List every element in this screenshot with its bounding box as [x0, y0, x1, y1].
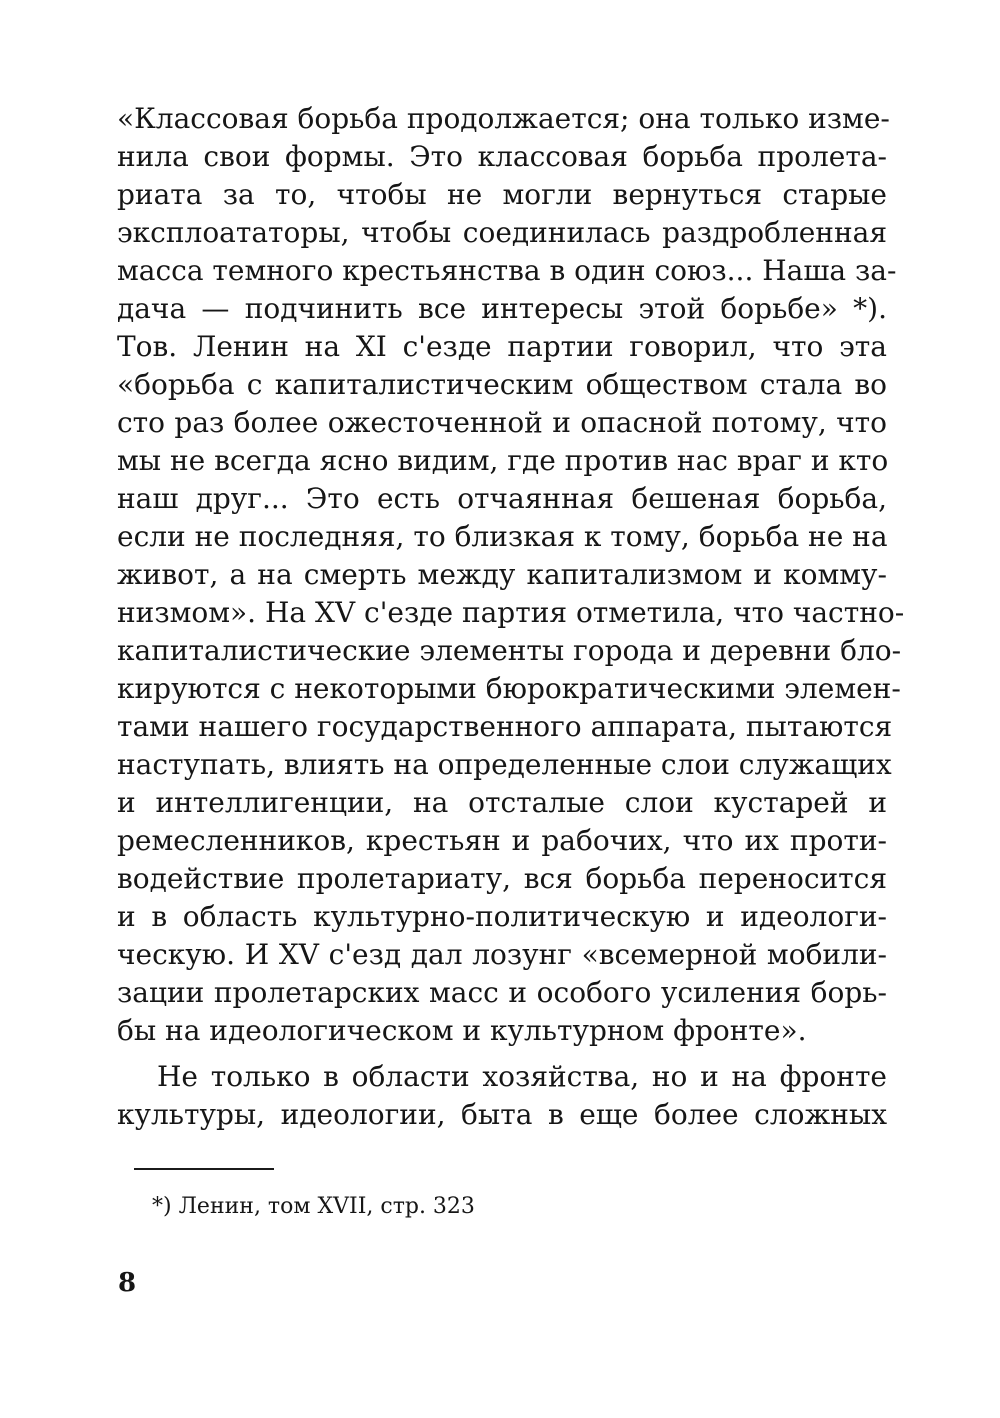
page-number: 8 — [118, 1268, 137, 1298]
text-line: дача — подчинить все интересы этой борьбе» *). — [117, 292, 887, 325]
text-line: водействие пролетариату, вся борьба переносится — [117, 862, 887, 895]
text-line: низмом». На XV с'езде партия отметила, что частно- — [117, 596, 905, 629]
text-line: Тов. Ленин на XI с'езде партии говорил, что эта — [117, 330, 887, 363]
text-line: наступать, влиять на определенные слои служащих — [117, 748, 892, 781]
paragraph-gap — [117, 1050, 887, 1058]
text-line: «борьба с капиталистическим обществом стала во — [117, 368, 887, 401]
text-line: культуры, идеологии, быта в еще более сложных — [117, 1098, 887, 1131]
text-line: бы на идеологическом и культурном фронте». — [117, 1014, 807, 1047]
text-line: эксплоататоры, чтобы соединилась раздробленная — [117, 216, 887, 249]
text-line: и в область культурно-политическую и идеологи- — [117, 900, 887, 933]
text-line: риата за то, чтобы не могли вернуться старые — [117, 178, 887, 211]
text-line: и интеллигенции, на отсталые слои кустарей и — [117, 786, 887, 819]
text-line: ческую. И XV с'езд дал лозунг «всемерной мобили- — [117, 938, 887, 971]
text-line: сто раз более ожесточенной и опасной потому, что — [117, 406, 887, 439]
text-line: масса темного крестьянства в один союз... Наша за- — [117, 254, 897, 287]
text-line: наш друг... Это есть отчаянная бешеная борьба, — [117, 482, 887, 515]
text-line: «Классовая борьба продолжается; она только изме- — [117, 102, 890, 135]
text-line: Не только в области хозяйства, но и на фронте — [157, 1060, 887, 1093]
text-line: тами нашего государственного аппарата, пытаются — [117, 710, 893, 743]
footnote-divider — [134, 1168, 274, 1170]
text-line: зации пролетарских масс и особого усиления борь- — [117, 976, 887, 1009]
main-text — [117, 100, 905, 1134]
text-line: если не последняя, то близкая к тому, борьба не на — [117, 520, 888, 553]
text-line: живот, а на смерть между капитализмом и комму- — [117, 558, 887, 591]
footnote: *) Ленин, том XVII, стр. 323 — [152, 1194, 475, 1219]
text-line: нила свои формы. Это классовая борьба пролета- — [117, 140, 887, 173]
text-line: кируются с некоторыми бюрократическими элемен- — [117, 672, 901, 705]
text-line: капиталистические элементы города и деревни бло- — [117, 634, 902, 667]
text-line: ремесленников, крестьян и рабочих, что их проти- — [117, 824, 887, 857]
text-line: мы не всегда ясно видим, где против нас враг и кто — [117, 444, 889, 477]
